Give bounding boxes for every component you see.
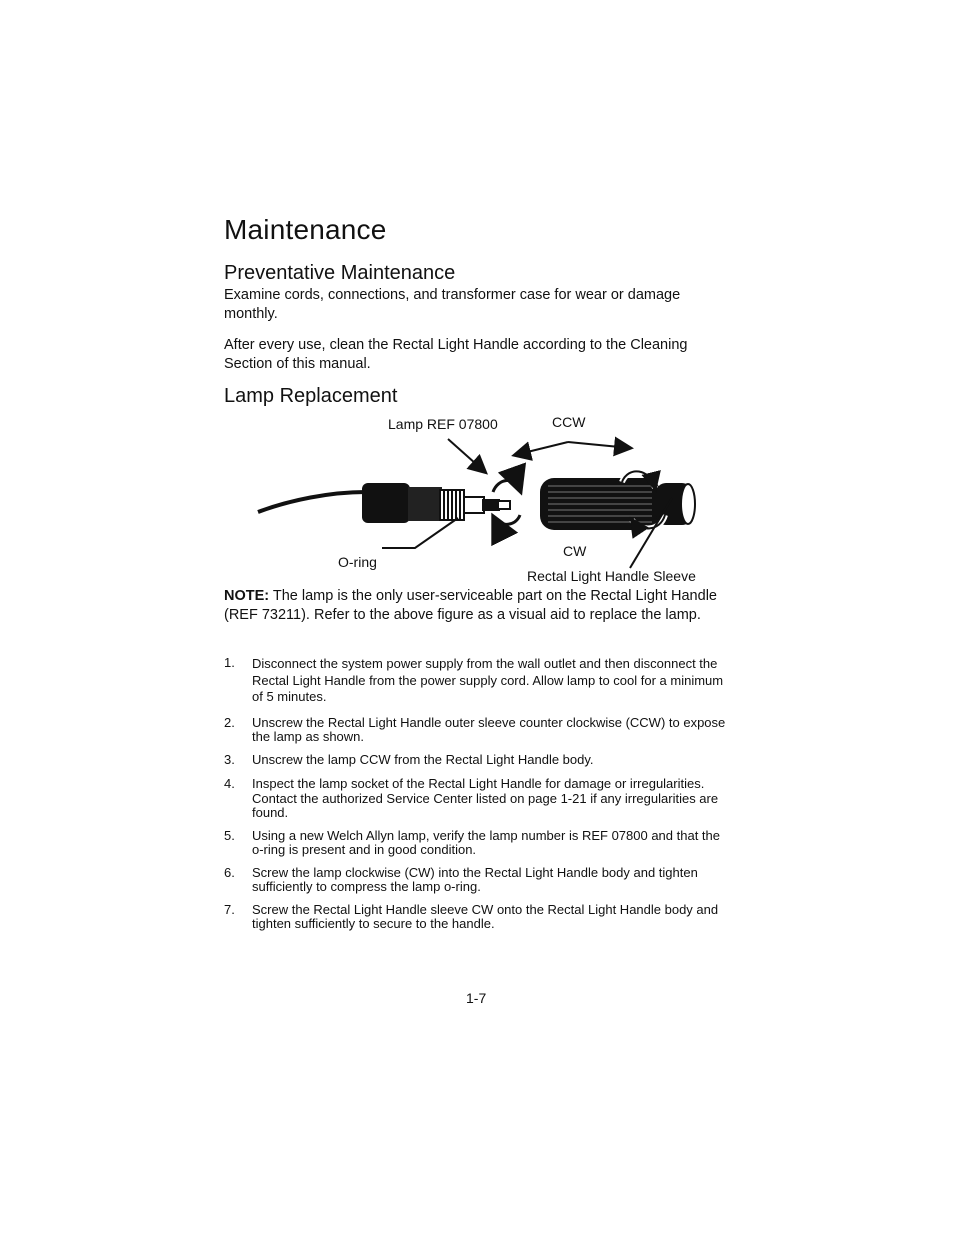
step-number: 3. [224,751,235,767]
note-text: The lamp is the only user-serviceable part on the Rectal Light Handle (REF 73211). Refer to the above figure as a visual aid to replace the lamp. [224,588,717,623]
step-number: 4. [224,776,235,791]
handle-body [362,483,464,523]
lamp-rotation-arrow-top [493,480,520,492]
step-item [224,777,730,821]
figure-label-oring: O-ring [338,554,377,570]
paragraph-cleaning: After every use, clean the Rectal Light Handle according to the Cleaning Section of this manual. [224,337,688,372]
step-number: 6. [224,864,235,880]
note-paragraph [224,587,724,624]
figure-label-sleeve: Rectal Light Handle Sleeve [527,568,696,584]
step-item [224,829,730,858]
steps-list [224,656,730,932]
figure-label-cw: CW [563,543,587,559]
lamp [464,497,510,513]
ccw-arrow-left [515,442,568,455]
step-number: 7. [224,901,235,917]
figure-label-ccw: CCW [552,414,586,430]
step-number: 2. [224,714,235,730]
step-text: Using a new Welch Allyn lamp, verify the lamp number is REF 07800 and that the o-ring is present and in good condition. [252,827,720,857]
step-item [224,866,730,895]
section-heading-preventative: Preventative Maintenance [224,262,456,284]
power-cord [258,492,366,512]
step-item [224,716,730,745]
page-number: 1-7 [466,990,487,1006]
step-item [224,753,730,768]
step-number: 5. [224,827,235,843]
section-heading-lamp-replacement: Lamp Replacement [224,385,398,407]
lamp-leader-line [448,439,485,472]
step-text: Screw the Rectal Light Handle sleeve CW onto the Rectal Light Handle body and tighten sufficiently to secure to the handle. [252,901,719,931]
step-text: Inspect the lamp socket of the Rectal Light Handle for damage or irregularities. Contact the authorized Service Center listed on page 1-21 if any irregularities are found. [252,776,719,820]
paragraph-inspection: Examine cords, connections, and transformer case for wear or damage monthly. [224,287,681,322]
figure-label-lamp: Lamp REF 07800 [388,416,498,432]
page-title: Maintenance [224,214,387,245]
step-text: Screw the lamp clockwise (CW) into the Rectal Light Handle body and tighten sufficiently to compress the lamp o-ring. [252,864,698,894]
lamp-rotation-arrow-bottom [494,515,520,524]
ccw-arrow-right [568,442,630,448]
handle-sleeve [540,478,695,530]
step-text: Disconnect the system power supply from the wall outlet and then disconnect the Rectal Light Handle from the power supply cord. Allow lamp to cool for a minimum of 5 minutes. [252,656,724,704]
step-text: Unscrew the Rectal Light Handle outer sleeve counter clockwise (CCW) to expose the lamp as shown. [252,714,726,744]
step-number: 1. [224,655,235,670]
step-item [224,903,730,932]
note-label: NOTE: [224,588,270,604]
step-text: Unscrew the lamp CCW from the Rectal Light Handle body. [252,751,594,767]
step-item [224,656,730,706]
